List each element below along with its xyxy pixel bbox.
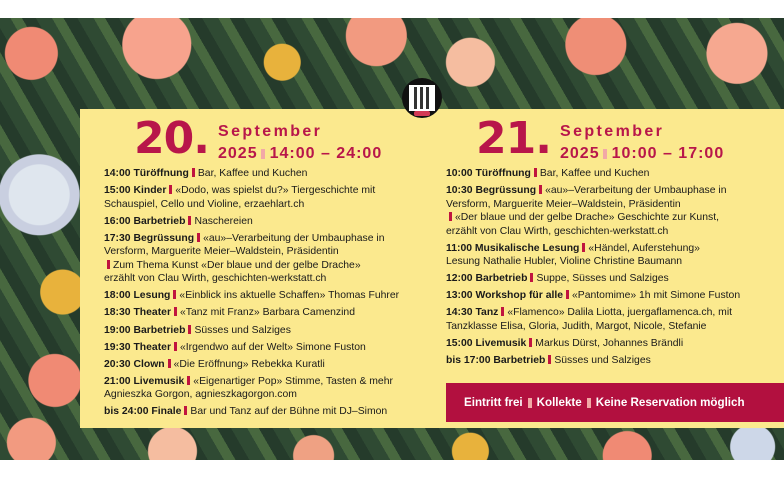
separator-bar — [107, 260, 110, 269]
entry-description: «Flamenco» Dalila Liotta, juergaflamenca.ch, mit — [507, 307, 733, 319]
entry-description: Bar, Kaffee und Kuchen — [197, 168, 308, 179]
entry-line — [104, 259, 444, 273]
time-range: 14:00 – 24:00 — [269, 145, 383, 162]
entry-line — [446, 211, 784, 225]
entry-line — [104, 232, 444, 246]
entry-time-title: 13:00 Workshop für alle — [446, 290, 564, 302]
day-header — [104, 115, 444, 167]
day-number: 21. — [476, 113, 551, 164]
separator-bar — [169, 185, 172, 194]
month-label: September — [218, 123, 323, 140]
entry-line — [104, 289, 444, 303]
year-time — [560, 145, 724, 163]
footer-item: Eintritt frei — [464, 396, 523, 409]
entry-line — [104, 306, 444, 320]
entry-line — [104, 358, 444, 372]
program-entry — [104, 341, 444, 355]
separator-square — [261, 149, 265, 159]
separator-bar — [534, 168, 537, 177]
entry-description: Schauspiel, Cello und Violine, erzaehlart.ch — [104, 198, 305, 210]
entry-line — [446, 242, 784, 256]
entry-time-title: 11:00 Musikalische Lesung — [446, 242, 580, 254]
separator-bar — [188, 216, 191, 225]
entry-description: Bar und Tanz auf der Bühne mit DJ–Simon — [190, 406, 388, 418]
entry-line — [104, 341, 444, 355]
separator-bar — [192, 168, 195, 177]
entry-line — [446, 255, 784, 269]
entry-description: «Die Eröffnung» Rebekka Kuratli — [173, 358, 325, 370]
separator-square — [603, 149, 607, 159]
entry-description: «Irgendwo auf der Welt» Simone Fuston — [180, 341, 366, 353]
day-column-sunday — [446, 115, 784, 371]
entry-description: «Einblick ins aktuelle Schaffen» Thomas Fuhrer — [179, 290, 400, 302]
separator-bar — [539, 185, 542, 194]
program-entry — [104, 232, 444, 286]
entry-description: Tanzklasse Elisa, Gloria, Judith, Margot, Nicole, Stefanie — [446, 320, 707, 332]
entry-description: Süsses und Salziges — [194, 324, 291, 336]
entry-line — [104, 324, 444, 338]
time-range: 10:00 – 17:00 — [611, 145, 725, 162]
entry-line — [446, 306, 784, 320]
year-label: 2025 — [560, 145, 600, 162]
program-entry — [104, 405, 444, 419]
separator-square — [528, 398, 532, 408]
program-entry — [446, 272, 784, 286]
entry-description: «au»–Verarbeitung der Umbauphase in — [545, 185, 727, 197]
entry-time-title: bis 17:00 Barbetrieb — [446, 355, 546, 367]
separator-bar — [529, 338, 532, 347]
program-entry — [446, 242, 784, 269]
month-label: September — [560, 123, 665, 140]
entry-line — [104, 198, 444, 212]
entry-time-title: 18:00 Lesung — [104, 290, 171, 302]
entry-time-title: 15:00 Kinder — [104, 185, 167, 197]
entry-line — [104, 184, 444, 198]
entry-description: «Dodo, was spielst du?» Tiergeschichte mit — [175, 185, 376, 197]
entry-description: Süsses und Salziges — [554, 355, 651, 367]
footer-item: Kollekte — [536, 396, 582, 409]
entry-line — [446, 167, 784, 181]
entry-time-title: 18:30 Theater — [104, 307, 171, 319]
separator-bar — [168, 359, 171, 368]
entry-line — [446, 225, 784, 239]
separator-bar — [501, 307, 504, 316]
entry-line — [104, 272, 444, 286]
entry-description: Lesung Nathalie Hubler, Violine Christine Baumann — [446, 256, 683, 268]
entry-line — [104, 167, 444, 181]
day-column-saturday — [104, 115, 444, 423]
program-entry — [104, 358, 444, 372]
entry-time-title: 16:00 Barbetrieb — [104, 215, 186, 227]
entry-line — [104, 388, 444, 402]
entry-time-title: 19:30 Theater — [104, 341, 171, 353]
program-list — [446, 167, 784, 368]
entry-line — [446, 184, 784, 198]
entry-line — [446, 289, 784, 303]
program-entry — [104, 289, 444, 303]
entry-time-title: bis 24:00 Finale — [104, 406, 182, 418]
separator-bar — [582, 243, 585, 252]
entry-time-title: 17:30 Begrüssung — [104, 232, 195, 244]
entry-description: «Der blaue und der gelbe Drache» Geschichte zur Kunst, — [455, 212, 719, 224]
entry-description: Suppe, Süsses und Salziges — [536, 273, 669, 285]
entry-time-title: 21:00 Livemusik — [104, 375, 185, 387]
separator-bar — [197, 233, 200, 242]
program-entry — [104, 306, 444, 320]
separator-bar — [449, 212, 452, 221]
entry-description: Markus Dürst, Johannes Brändli — [535, 338, 684, 350]
entry-time-title: 14:30 Tanz — [446, 307, 499, 319]
program-entry — [446, 184, 784, 238]
separator-bar — [566, 290, 569, 299]
entry-description: erzählt von Clau Wirth, geschichten-werkstatt.ch — [104, 273, 327, 285]
entry-description: Agnieszka Gorgon, agnieszkagorgon.com — [104, 389, 297, 401]
entry-description: Versform, Marguerite Meier–Waldstein, Präsidentin — [104, 246, 339, 258]
entry-description: Zum Thema Kunst «Der blaue und der gelbe Drache» — [113, 259, 361, 271]
day-header — [446, 115, 784, 167]
entry-time-title: 10:30 Begrüssung — [446, 185, 537, 197]
separator-bar — [174, 342, 177, 351]
entry-time-title: 20:30 Clown — [104, 358, 165, 370]
entry-time-title: 19:00 Barbetrieb — [104, 324, 186, 336]
program-entry — [104, 184, 444, 211]
entry-description: «Pantomime» 1h mit Simone Fuston — [572, 290, 741, 302]
separator-bar — [184, 406, 187, 415]
entry-description: Naschereien — [194, 215, 253, 227]
qr-pattern — [411, 87, 433, 109]
program-entry — [104, 215, 444, 229]
entry-line — [104, 405, 444, 419]
program-entry — [446, 306, 784, 333]
program-entry — [104, 375, 444, 402]
entry-description: erzählt von Clau Wirth, geschichten-werkstatt.ch — [446, 225, 669, 237]
separator-bar — [188, 325, 191, 334]
entry-line — [446, 198, 784, 212]
program-entry — [446, 289, 784, 303]
year-label: 2025 — [218, 145, 258, 162]
entry-description: «Eigenartiger Pop» Stimme, Tasten & mehr — [193, 375, 393, 387]
entry-line — [104, 375, 444, 389]
program-entry — [104, 324, 444, 338]
entry-time-title: 12:00 Barbetrieb — [446, 273, 528, 285]
separator-bar — [187, 376, 190, 385]
separator-bar — [173, 290, 176, 299]
entry-description: «Händel, Auferstehung» — [588, 242, 700, 254]
entry-line — [446, 354, 784, 368]
entry-line — [104, 215, 444, 229]
entry-description: Bar, Kaffee und Kuchen — [539, 168, 650, 179]
entry-description: «au»–Verarbeitung der Umbauphase in — [203, 232, 385, 244]
separator-bar — [548, 355, 551, 364]
program-entry — [446, 167, 784, 181]
entry-description: Versform, Marguerite Meier–Waldstein, Präsidentin — [446, 198, 681, 210]
program-list — [104, 167, 444, 419]
entry-time-title: 15:00 Livemusik — [446, 338, 527, 350]
program-entry — [446, 354, 784, 368]
day-number: 20. — [134, 113, 209, 164]
program-entry — [104, 167, 444, 181]
program-entry — [446, 337, 784, 351]
entry-description: «Tanz mit Franz» Barbara Camenzind — [180, 307, 355, 319]
entry-line — [446, 337, 784, 351]
info-banner — [446, 383, 784, 422]
footer-item: Keine Reservation möglich — [595, 396, 745, 409]
separator-bar — [174, 307, 177, 316]
entry-line — [446, 320, 784, 334]
entry-line — [104, 245, 444, 259]
entry-time-title: 14:00 Türöffnung — [104, 168, 189, 179]
year-time — [218, 145, 382, 163]
entry-time-title: 10:00 Türöffnung — [446, 168, 531, 179]
separator-bar — [530, 273, 533, 282]
separator-square — [587, 398, 591, 408]
entry-line — [446, 272, 784, 286]
